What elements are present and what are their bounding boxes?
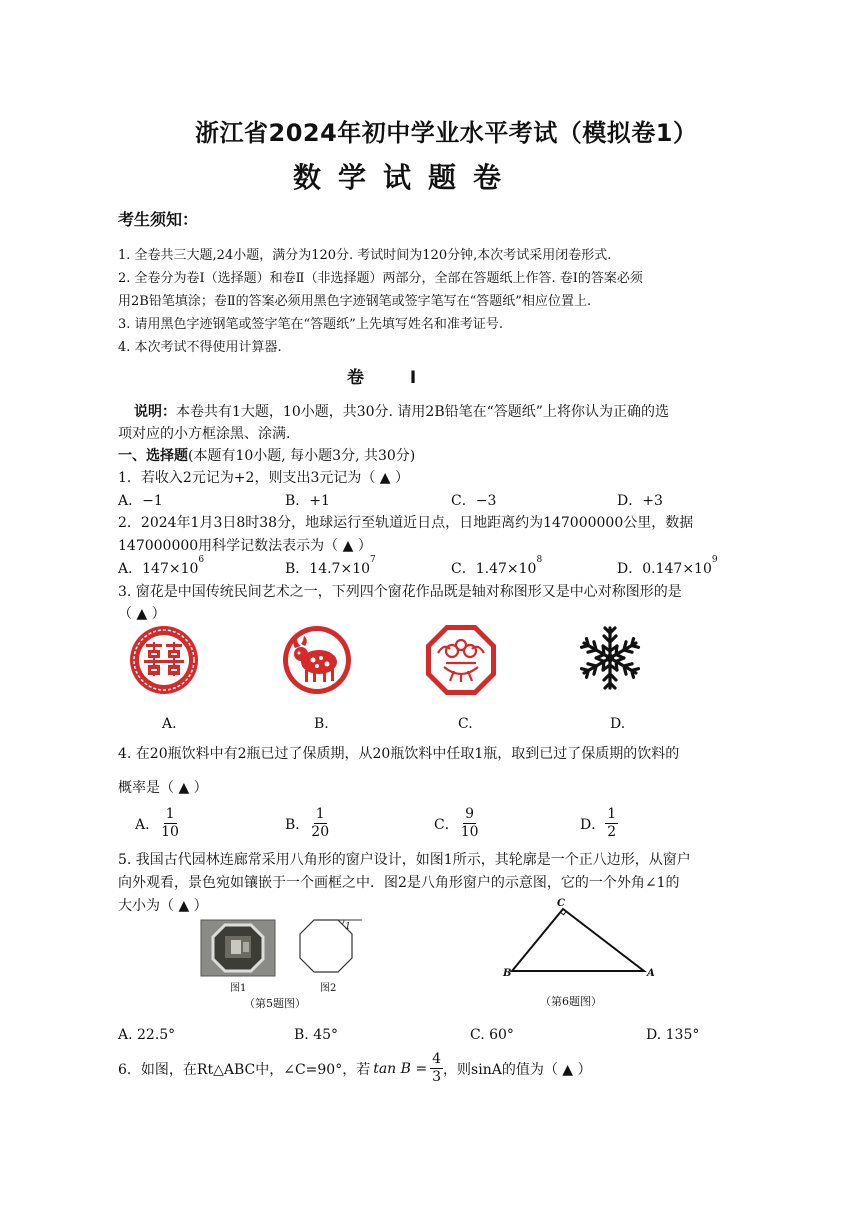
- octagon-window-photo: [201, 920, 275, 976]
- q4-stem-line2: 概率是（ ▲ ）: [118, 780, 208, 796]
- q4-option-b: [285, 806, 331, 841]
- q3-stem-line1: 3. 窗花是中国传统民间艺术之一，下列四个窗花作品既是轴对称图形又是中心对称图形的是: [118, 584, 682, 600]
- q2-option-a-exp: 6: [198, 555, 205, 565]
- notice-item-3: 3. 请用黑色字迹钢笔或签字笔在“答题纸”上先填写姓名和准考证号.: [118, 317, 503, 332]
- q4-option-d-label: D．: [580, 816, 606, 833]
- notice-heading: 考生须知：: [118, 210, 199, 229]
- q5-stem-line3: 大小为（ ▲ ）: [118, 898, 208, 914]
- q6-stem-part1: 6．如图，在Rt△ABC中，∠C=90°，若: [118, 1061, 371, 1078]
- q1-option-b: B．+1: [285, 493, 330, 509]
- vertex-c-label: C: [557, 898, 565, 909]
- q4-option-a-num: 1: [165, 806, 175, 822]
- fig1-label: 图1: [230, 983, 247, 994]
- q2-option-d-base: 0.147×10: [642, 561, 712, 577]
- q3-stem-line2: （ ▲ ）: [118, 606, 166, 622]
- q6-stem-part2: ，则sinA的值为（ ▲ ）: [443, 1061, 592, 1078]
- q4-option-a-label: A．: [135, 816, 160, 833]
- q3-label-c: C.: [458, 716, 473, 732]
- q4-option-d-den: 2: [607, 824, 617, 840]
- q4-option-b-label: B．: [285, 816, 310, 833]
- volume-note: [134, 401, 669, 421]
- q5-stem-line2: 向外观看，景色宛如镶嵌于一个画框之中．图2是八角形窗户的示意图，它的一个外角∠1的: [118, 875, 680, 891]
- notice-item-1: 1. 全卷共三大题,24小题，满分为120分. 考试时间为120分钟,本次考试采用闭卷形式.: [118, 248, 612, 263]
- q3-label-a: A.: [162, 716, 177, 732]
- section-heading: [118, 445, 415, 465]
- vertex-b-label: B: [503, 968, 512, 979]
- q5-option-a: A. 22.5°: [118, 1027, 176, 1043]
- q4-option-a: [135, 806, 181, 841]
- q2-stem-line2: 147000000用科学记数法表示为（ ▲ ）: [118, 538, 372, 554]
- q6-fraction: [430, 1051, 443, 1086]
- q3-label-d: D.: [610, 716, 626, 732]
- q2-option-a-label: A．: [118, 561, 143, 577]
- q4-stem-line1: 4. 在20瓶饮料中有2瓶已过了保质期，从20瓶饮料中任取1瓶，取到已过了保质期的饮料的: [118, 746, 680, 762]
- q2-option-d-exp: 9: [711, 555, 718, 565]
- volume-note-label: 说明：: [134, 404, 176, 420]
- q5-option-c: C. 60°: [470, 1027, 514, 1043]
- q1-option-c: C．−3: [451, 493, 497, 509]
- notice-item-2-cont: 用2B铅笔填涂；卷Ⅱ的答案必须用黑色字迹钢笔或签字笔写在“答题纸”相应位置上.: [118, 294, 592, 309]
- q4-option-c-num: 9: [465, 806, 475, 822]
- q2-option-d-label: D．: [617, 561, 643, 577]
- q4-option-a-den: 10: [161, 824, 179, 840]
- q2-option-b-exp: 7: [370, 555, 376, 565]
- papercut-double-happiness-image: [128, 624, 200, 696]
- q4-option-b-num: 1: [315, 806, 325, 822]
- q1-option-d: D．+3: [617, 493, 663, 509]
- section-heading-title: 一、选择题: [118, 448, 188, 464]
- q4-option-d-num: 1: [607, 806, 617, 822]
- q6-stem: [118, 1051, 592, 1086]
- vertex-a-label: A: [647, 968, 655, 979]
- papercut-ox-image: [281, 624, 353, 696]
- q4-option-b-fraction: [309, 806, 331, 841]
- octagon-diagram: [296, 918, 364, 978]
- q2-option-d: [617, 555, 718, 578]
- q2-option-a: [118, 555, 205, 578]
- notice-item-2: 2. 全卷分为卷Ⅰ（选择题）和卷Ⅱ（非选择题）两部分，全部在答题纸上作答. 卷Ⅰ的答案必须: [118, 271, 643, 286]
- papercut-snowflake-image: [575, 625, 645, 691]
- volume-note-line2: 项对应的小方框涂黑、涂满.: [118, 426, 291, 442]
- q2-stem-line1: 2．2024年1月3日8时38分，地球运行至轨道近日点，日地距离约为147000000公里，数据: [118, 515, 694, 531]
- paper-subtitle: 数学试题卷: [293, 161, 519, 194]
- q5-figure-caption: （第5题图）: [244, 997, 306, 1010]
- q5-option-b: B. 45°: [294, 1027, 339, 1043]
- q4-option-d: [580, 806, 618, 841]
- q2-option-c-base: 1.47×10: [475, 561, 537, 577]
- q5-stem-line1: 5. 我国古代园林连廊常采用八角形的窗户设计，如图1所示，其轮廓是一个正八边形，从窗户: [118, 852, 691, 868]
- q6-fraction-num: 4: [432, 1051, 442, 1067]
- q1-stem: 1．若收入2元记为+2，则支出3元记为（ ▲ ）: [118, 470, 410, 486]
- q3-label-b: B.: [314, 716, 329, 732]
- q6-fraction-den: 3: [432, 1069, 442, 1085]
- fig2-label: 图2: [320, 983, 337, 994]
- q2-option-b-base: 14.7×10: [309, 561, 371, 577]
- q4-option-c-label: C．: [434, 816, 459, 833]
- q2-option-a-base: 147×10: [142, 561, 199, 577]
- angle-1-label: 1: [345, 922, 351, 932]
- right-triangle-diagram: [500, 895, 670, 985]
- volume-title: 卷 Ⅰ: [347, 368, 437, 388]
- q4-option-b-den: 20: [311, 824, 330, 840]
- q2-option-c-exp: 8: [536, 555, 543, 565]
- q2-option-c-label: C．: [451, 561, 476, 577]
- notice-item-4: 4. 本次考试不得使用计算器.: [118, 340, 282, 355]
- q6-tan-expression: tan B =: [373, 1060, 428, 1077]
- q4-option-c-fraction: [459, 806, 481, 841]
- q4-option-c: [434, 806, 481, 841]
- q2-option-c: [451, 555, 543, 578]
- q4-option-d-fraction: [605, 806, 618, 841]
- q2-option-b: [285, 555, 376, 578]
- paper-title: 浙江省2024年初中学业水平考试（模拟卷1）: [195, 119, 698, 147]
- q2-option-b-label: B．: [285, 561, 310, 577]
- q1-option-a: A．−1: [118, 493, 163, 509]
- papercut-octagon-basket-image: [424, 623, 498, 697]
- section-heading-note: (本题有10小题, 每小题3分, 共30分): [188, 448, 416, 464]
- q4-option-c-den: 10: [460, 824, 479, 840]
- q6-figure-caption: （第6题图）: [540, 995, 602, 1008]
- q4-option-a-fraction: [159, 806, 181, 841]
- q5-option-d: D. 135°: [646, 1027, 700, 1043]
- volume-note-line1: 本卷共有1大题，10小题，共30分. 请用2B铅笔在“答题纸”上将你认为正确的选: [176, 404, 669, 420]
